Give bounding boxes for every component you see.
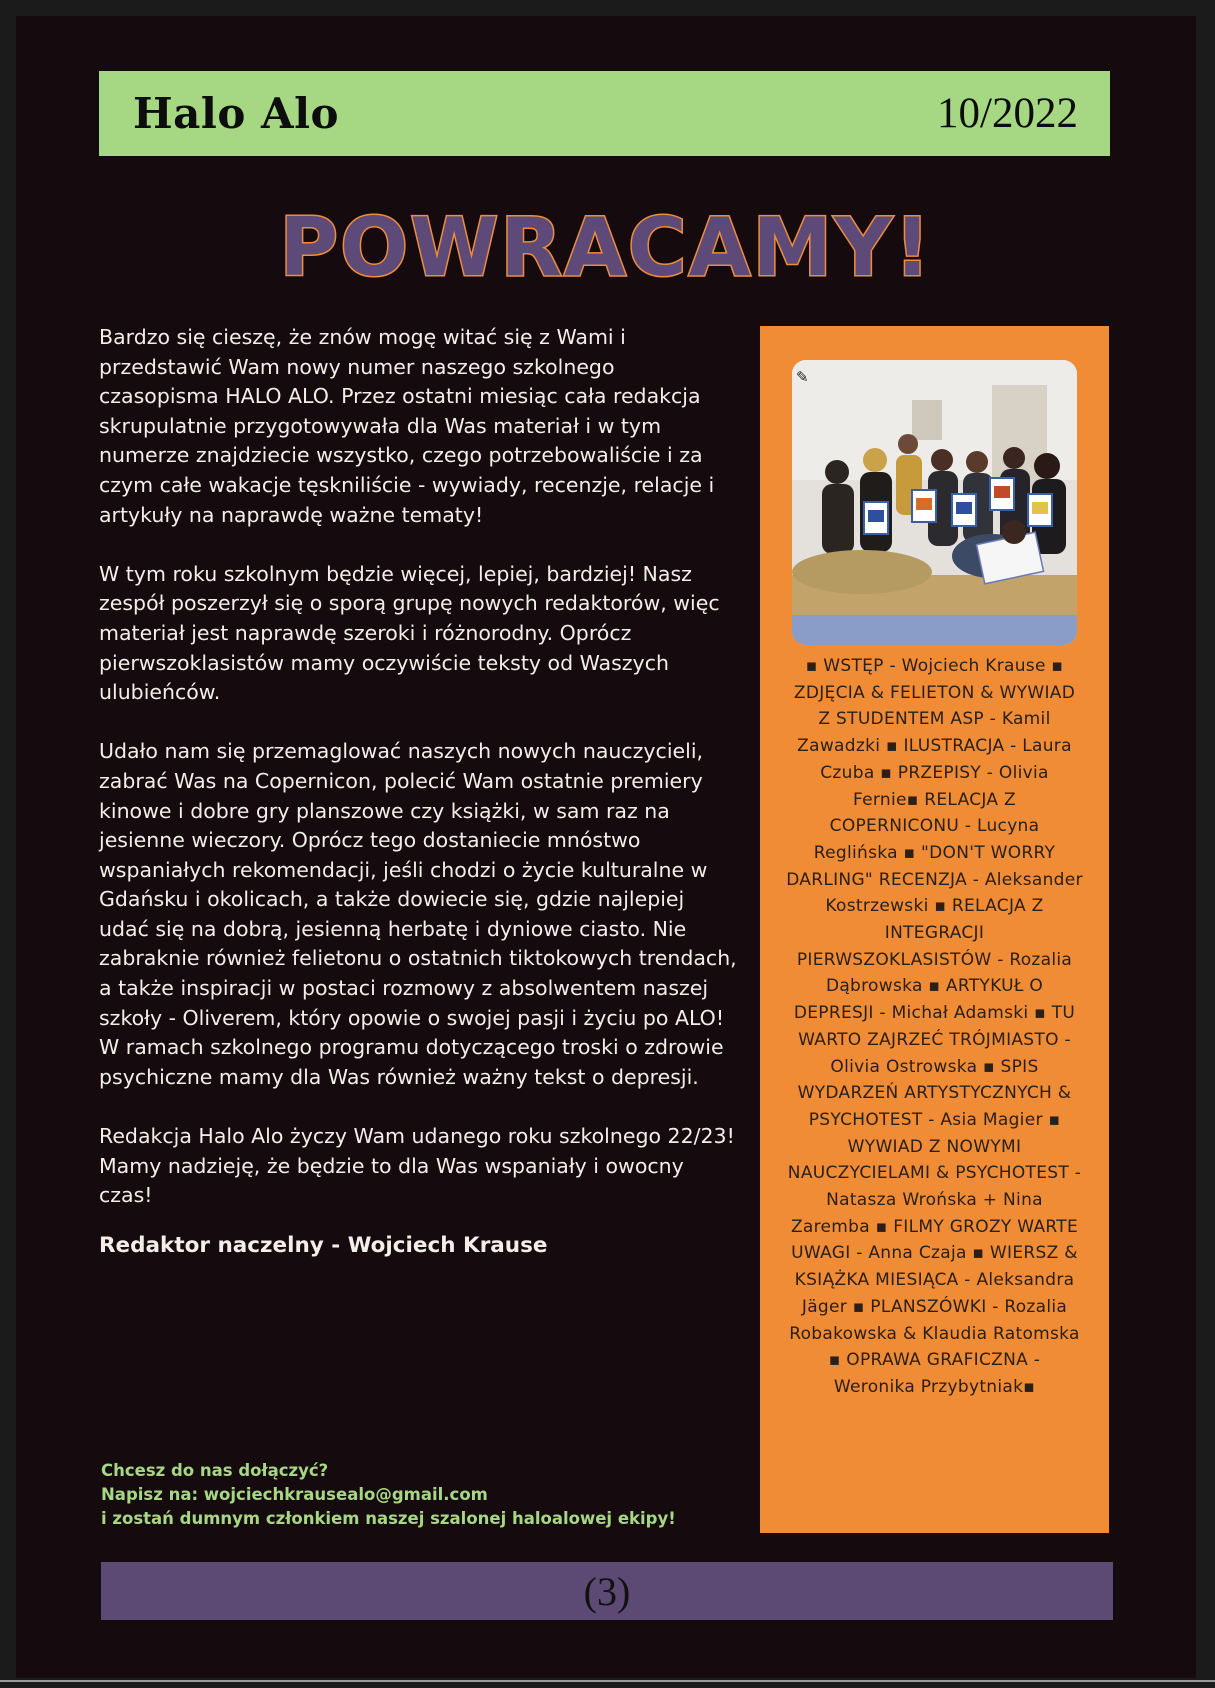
page-number: (3) (583, 1568, 631, 1614)
article-paragraph: Bardzo się cieszę, że znów mogę witać się z Wami i przedstawić Wam nowy numer naszego szkolnego czasopisma HALO ALO. Przez ostatni miesiąc cała redakcja skrupulatnie przygotowywała dla Was materiał i w tym numerze znajdziecie wszystko, czego potrzebowaliście i za czym całe wakacje tęskniliście - wywiady, recenzje, relacje i artykuły na naprawdę ważne tematy! (99, 325, 715, 527)
editor-signature: Redaktor naczelny - Wojciech Krause (99, 1232, 548, 1258)
contents-sidebar (760, 326, 1109, 1533)
magazine-page (16, 16, 1196, 1678)
join-email-line: Napisz na: wojciechkrausealo@gmail.com (101, 1485, 488, 1504)
team-photo (792, 360, 1077, 645)
team-photo-illustration (792, 360, 1077, 645)
article-paragraph: Redakcja Halo Alo życzy Wam udanego roku szkolnego 22/23! Mamy nadzieję, że będzie to dla Was wspaniały i owocny czas! (99, 1124, 735, 1208)
magazine-logo-icon: ✎ (796, 368, 809, 386)
article-paragraph: Udało nam się przemaglować naszych nowych nauczycieli, zabrać Was na Copernicon, polecić Wam ostatnie premiery kinowe i dobre gry planszowe czy książki, w sam raz na jesienne wieczory. Oprócz tego dostaniecie mnóstwo wspaniałych rekomendacji, jeśli chodzi o życie kulturalne w Gdańsku i okolicach, a także dowiecie się, gdzie najlepiej udać się na dobrą, jesienną herbatę i dyniowe ciasto. Nie zabraknie również felietonu o ostatnich tiktokowych trendach, a także inspiracji w postaci rozmowy z absolwentem naszej szkoły - Oliverem, który opowie o swojej pasji i życiu po ALO! W ramach szkolnego programu dotyczącego troski o zdrowie psychiczne mamy dla Was również ważny tekst o depresji. (99, 739, 737, 1089)
article-paragraph: W tym roku szkolnym będzie więcej, lepiej, bardziej! Nasz zespół poszerzył się o sporą grupę nowych redaktorów, więc materiał jest naprawdę szeroki i różnorodny. Oprócz pierwszoklasistów mamy oczywiście teksty od Waszych ulubieńców. (99, 561, 720, 705)
join-us-note (101, 1459, 741, 1531)
footer-bar (101, 1562, 1113, 1620)
issue-date: 10/2022 (937, 90, 1078, 137)
magazine-title: Halo Alo (133, 89, 340, 138)
masthead-bar (99, 71, 1110, 156)
headline: POWRACAMY! (279, 201, 933, 294)
join-line: Chcesz do nas dołączyć? (101, 1461, 329, 1480)
join-line: i zostań dumnym członkiem naszej szalonej haloalowej ekipy! (101, 1509, 676, 1528)
editorial-article (99, 323, 739, 1260)
table-of-contents: ▪ WSTĘP - Wojciech Krause ▪ ZDJĘCIA & FELIETON & WYWIAD Z STUDENTEM ASP - Kamil Zawadzki ▪ ILUSTRACJA - Laura Czuba ▪ PRZEPISY - Olivia Fernie▪ RELACJA Z COPERNICONU - Lucyna Reglińska ▪ "DON'T WORRY DARLING" RECENZJA - Aleksander Kostrzewski ▪ RELACJA Z INTEGRACJI PIERWSZOKLASISTÓW - Rozalia Dąbrowska ▪ ARTYKUŁ O DEPRESJI - Michał Adamski ▪ TU WARTO ZAJRZEĆ TRÓJMIASTO - Olivia Ostrowska ▪ SPIS WYDARZEŃ ARTYSTYCZNYCH & PSYCHOTEST - Asia Magier ▪ WYWIAD Z NOWYMI NAUCZYCIELAMI & PSYCHOTEST - Natasza Wrońska + Nina Zaremba ▪ FILMY GROZY WARTE UWAGI - Anna Czaja ▪ WIERSZ & KSIĄŻKA MIESIĄCA - Aleksandra Jäger ▪ PLANSZÓWKI - Rozalia Robakowska & Klaudia Ratomska ▪ OPRAWA GRAFICZNA - Weronika Przybytniak▪ (786, 656, 1083, 1397)
page-edge-divider (0, 1680, 1215, 1682)
